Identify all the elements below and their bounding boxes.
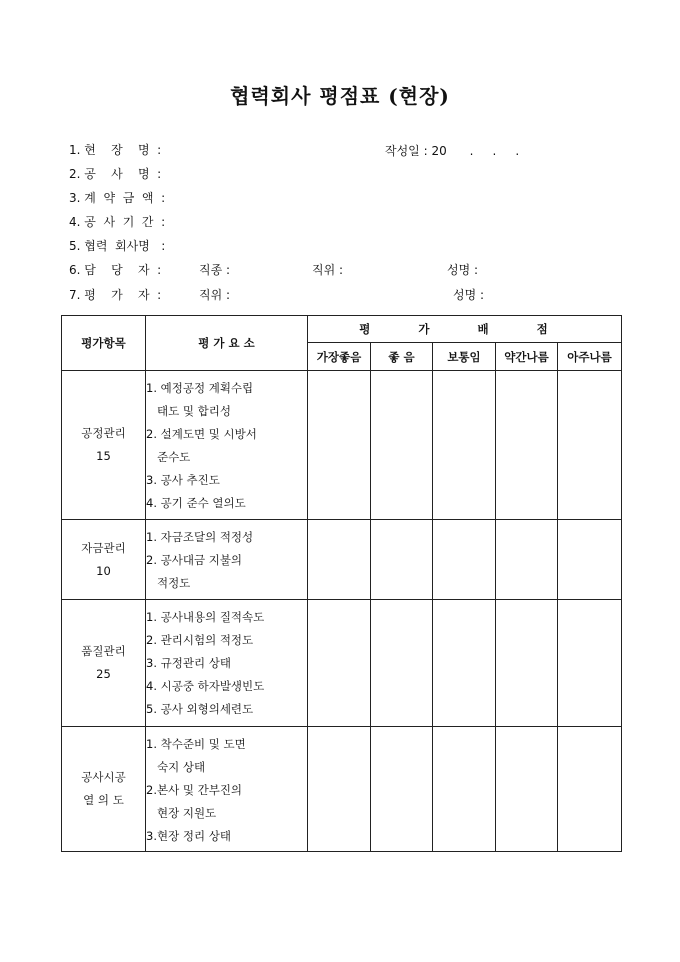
table-row bbox=[62, 371, 622, 520]
grade-slightly-poor: 약간나름 bbox=[496, 343, 558, 371]
score-cell-best[interactable] bbox=[308, 371, 371, 520]
score-cell-slightly-poor[interactable] bbox=[496, 371, 558, 520]
info-evaluator-position: 직위 : bbox=[199, 288, 231, 302]
grade-best: 가장좋음 bbox=[308, 343, 371, 371]
score-cell-good[interactable] bbox=[371, 600, 433, 727]
element-line: 4. 시공중 하자발생빈도 bbox=[146, 679, 265, 693]
category-name: 품질관리 bbox=[81, 644, 126, 658]
score-cell-very-poor[interactable] bbox=[558, 520, 622, 600]
info-construction-name-label: 2. 공 사 명 : bbox=[69, 167, 162, 181]
element-line: 숙지 상태 bbox=[146, 760, 206, 774]
element-line: 현장 지원도 bbox=[146, 806, 217, 820]
category-points: 10 bbox=[96, 563, 111, 578]
score-cell-best[interactable] bbox=[308, 727, 371, 852]
element-line: 1. 착수준비 및 도면 bbox=[146, 737, 246, 751]
element-line: 1. 자금조달의 적정성 bbox=[146, 530, 254, 544]
info-evaluator-row bbox=[69, 287, 629, 303]
info-evaluator-signature: 성명 : bbox=[453, 288, 485, 302]
grade-good: 좋 음 bbox=[371, 343, 433, 371]
info-contract-amount-label: 3. 계 약 금 액 : bbox=[69, 191, 166, 205]
elements-cell bbox=[146, 520, 308, 600]
element-line: 준수도 bbox=[146, 450, 191, 464]
elements-cell bbox=[146, 371, 308, 520]
info-date-label: 작성일 : 20 . . . bbox=[385, 144, 520, 158]
info-construction-period-label: 4. 공 사 기 간 : bbox=[69, 215, 166, 229]
score-cell-slightly-poor[interactable] bbox=[496, 600, 558, 727]
element-line: 2.본사 및 간부진의 bbox=[146, 783, 243, 797]
category-cell bbox=[62, 727, 146, 852]
element-line: 5. 공사 외형의세련도 bbox=[146, 702, 254, 716]
element-line: 4. 공기 준수 열의도 bbox=[146, 496, 246, 510]
info-site-name-label: 1. 현 장 명 : bbox=[69, 143, 162, 157]
score-cell-very-poor[interactable] bbox=[558, 727, 622, 852]
page-title: 협력회사 평점표 (현장) bbox=[230, 84, 450, 108]
element-line: 적정도 bbox=[146, 576, 191, 590]
grade-very-poor: 아주나름 bbox=[558, 343, 622, 371]
header-evaluation-item: 평가항목 bbox=[62, 316, 146, 371]
category-cell bbox=[62, 371, 146, 520]
category-points: 열 의 도 bbox=[83, 793, 124, 807]
element-line: 3. 규정관리 상태 bbox=[146, 656, 231, 670]
grade-average: 보통임 bbox=[433, 343, 496, 371]
category-cell bbox=[62, 600, 146, 727]
score-cell-very-poor[interactable] bbox=[558, 600, 622, 727]
elements-cell bbox=[146, 600, 308, 727]
element-line: 3.현장 정리 상태 bbox=[146, 829, 231, 843]
element-line: 태도 및 합리성 bbox=[146, 404, 231, 418]
element-line: 2. 설계도면 및 시방서 bbox=[146, 427, 257, 441]
category-name: 공정관리 bbox=[81, 426, 126, 440]
score-cell-slightly-poor[interactable] bbox=[496, 727, 558, 852]
score-cell-slightly-poor[interactable] bbox=[496, 520, 558, 600]
category-cell bbox=[62, 520, 146, 600]
table-row bbox=[62, 727, 622, 852]
info-manager-signature: 성명 : bbox=[447, 263, 479, 277]
info-manager-row bbox=[69, 262, 629, 278]
category-points: 15 bbox=[96, 449, 111, 463]
info-manager-position: 직위 : bbox=[312, 263, 344, 277]
score-cell-average[interactable] bbox=[433, 371, 496, 520]
table-row bbox=[62, 600, 622, 727]
score-cell-best[interactable] bbox=[308, 600, 371, 727]
category-name: 공사시공 bbox=[81, 770, 126, 784]
info-manager-label: 6. 담 당 자 : bbox=[69, 263, 162, 277]
elements-cell bbox=[146, 727, 308, 852]
evaluation-table bbox=[61, 315, 622, 852]
element-line: 2. 공사대금 지불의 bbox=[146, 553, 243, 567]
info-partner-name-label: 5. 협력 회사명 : bbox=[69, 239, 166, 253]
element-line: 1. 예정공정 계획수립 bbox=[146, 381, 254, 395]
score-cell-average[interactable] bbox=[433, 600, 496, 727]
category-name: 자금관리 bbox=[81, 540, 126, 555]
score-cell-good[interactable] bbox=[371, 371, 433, 520]
info-manager-type: 직종 : bbox=[199, 263, 231, 277]
score-cell-average[interactable] bbox=[433, 520, 496, 600]
header-evaluation-element: 평 가 요 소 bbox=[146, 316, 308, 371]
element-line: 3. 공사 추진도 bbox=[146, 473, 220, 487]
category-points: 25 bbox=[96, 667, 111, 681]
element-line: 1. 공사내용의 질적속도 bbox=[146, 610, 265, 624]
score-cell-good[interactable] bbox=[371, 727, 433, 852]
score-cell-best[interactable] bbox=[308, 520, 371, 600]
score-cell-good[interactable] bbox=[371, 520, 433, 600]
score-cell-very-poor[interactable] bbox=[558, 371, 622, 520]
score-cell-average[interactable] bbox=[433, 727, 496, 852]
element-line: 2. 관리시험의 적정도 bbox=[146, 633, 254, 647]
header-evaluation-score: 평 가 배 점 bbox=[308, 316, 622, 343]
info-evaluator-label: 7. 평 가 자 : bbox=[69, 288, 162, 302]
table-row bbox=[62, 520, 622, 600]
